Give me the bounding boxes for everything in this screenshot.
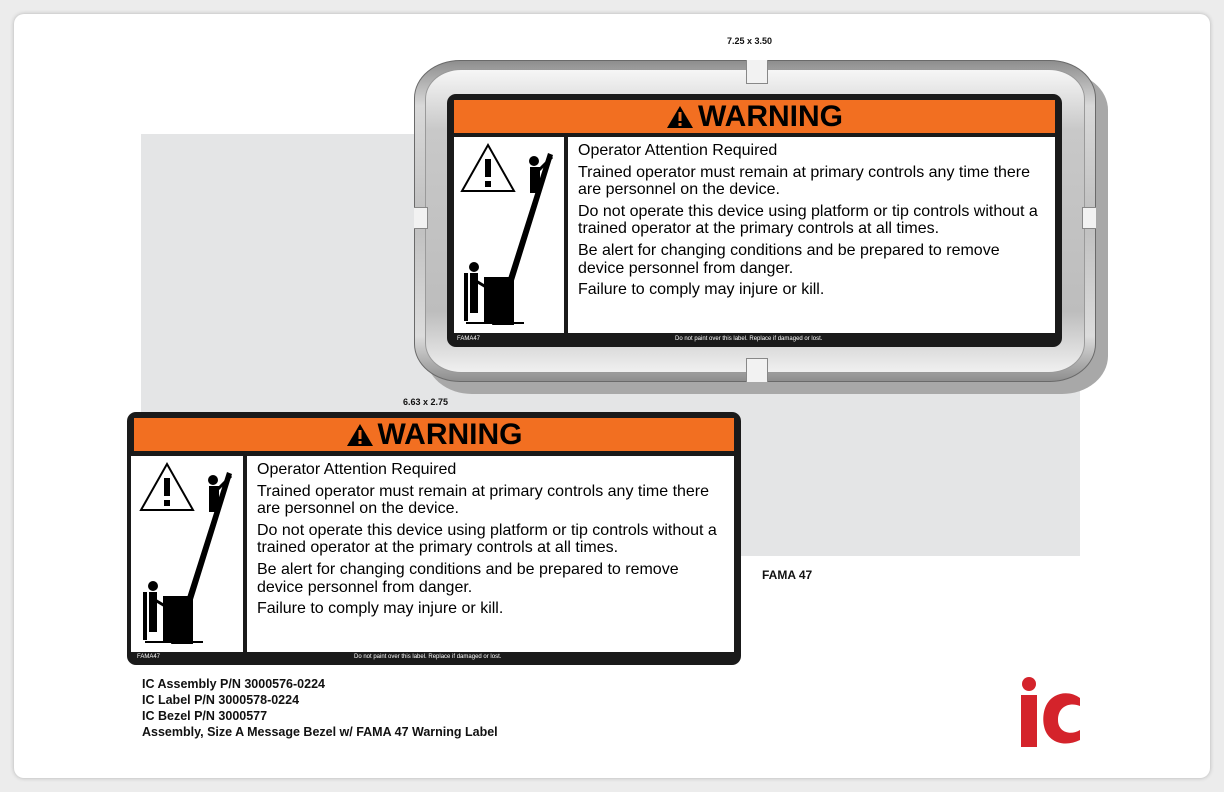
bezel-notch-left [414, 207, 428, 229]
label-code: FAMA47 [137, 654, 161, 660]
warning-label-small [127, 412, 741, 665]
label-footer-note: Do not paint over this label. Replace if damaged or lost. [675, 336, 823, 342]
large-label-dimension: 7.25 x 3.50 [727, 36, 773, 46]
bezel-part-number: IC Bezel P/N 3000577 [142, 709, 268, 723]
message-line: Be alert for changing conditions and be prepared to remove device personnel from danger. [257, 560, 679, 596]
warning-header [454, 100, 1055, 133]
message-line: Failure to comply may injure or kill. [578, 281, 825, 299]
label-footer-note: Do not paint over this label. Replace if damaged or lost. [354, 654, 502, 660]
message-panel [568, 137, 1055, 333]
operator-ladder-icon [454, 137, 564, 333]
warning-triangle-icon [666, 105, 694, 129]
message-line: Failure to comply may injure or kill. [257, 600, 504, 618]
message-heading: Operator Attention Required [257, 461, 457, 478]
bezel-notch-bottom [746, 358, 768, 382]
message-line: Do not operate this device using platform or tip controls without a trained operator at the primary controls at all times. [578, 202, 1038, 238]
hazard-pictogram [131, 456, 243, 652]
ic-logo [1020, 676, 1082, 750]
label-part-number: IC Label P/N 3000578-0224 [142, 693, 300, 707]
small-label-dimension: 6.63 x 2.75 [403, 397, 449, 407]
message-heading: Operator Attention Required [578, 142, 778, 159]
message-panel [247, 456, 734, 652]
assembly-part-number: IC Assembly P/N 3000576-0224 [142, 677, 325, 691]
warning-label-large [447, 94, 1062, 347]
warning-header [134, 418, 734, 451]
operator-ladder-icon [131, 456, 243, 652]
warning-triangle-icon [346, 423, 374, 447]
label-code: FAMA47 [457, 336, 481, 342]
warning-header-text: WARNING [698, 99, 843, 133]
message-line: Trained operator must remain at primary controls any time there are personnel on the device. [578, 163, 1031, 199]
bezel-notch-right [1082, 207, 1096, 229]
bezel-notch-top [746, 60, 768, 84]
assembly-description: Assembly, Size A Message Bezel w/ FAMA 47 Warning Label [142, 725, 498, 739]
hazard-pictogram [454, 137, 564, 333]
message-line: Trained operator must remain at primary controls any time there are personnel on the device. [257, 482, 710, 518]
warning-header-text: WARNING [377, 417, 523, 451]
fama-caption: FAMA 47 [762, 568, 813, 582]
ic-logo-mark [1020, 676, 1082, 750]
message-line: Do not operate this device using platform or tip controls without a trained operator at the primary controls at all times. [257, 521, 717, 557]
message-line: Be alert for changing conditions and be prepared to remove device personnel from danger. [578, 241, 1000, 277]
